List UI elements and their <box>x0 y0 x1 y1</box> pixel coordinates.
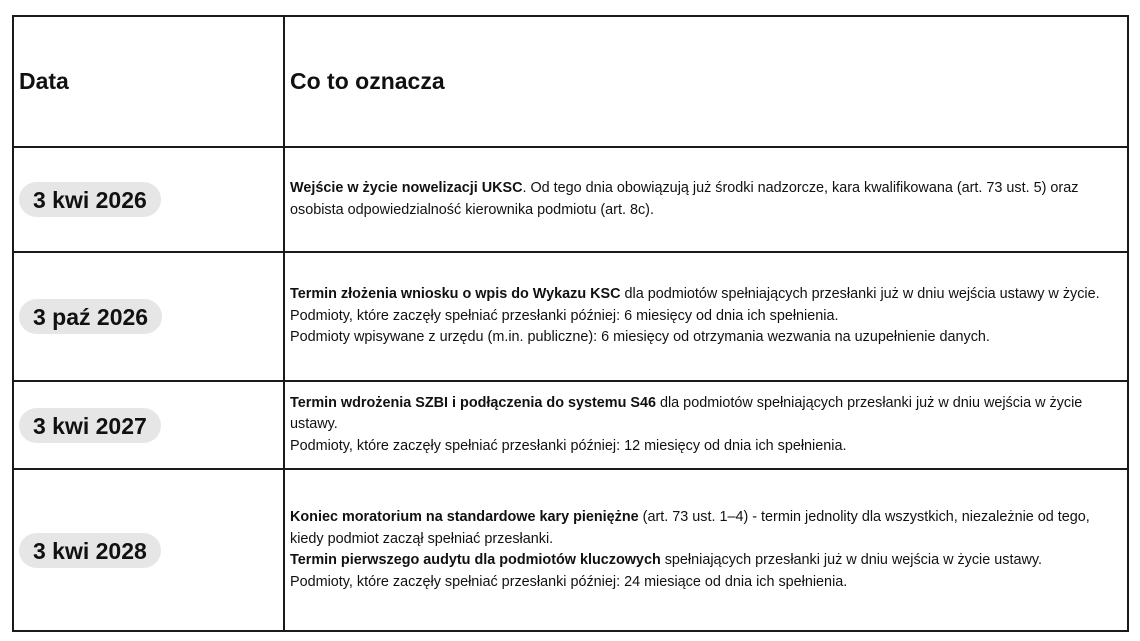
header-meaning <box>284 16 1128 147</box>
header-date-label: Data <box>19 68 69 94</box>
description-line <box>290 306 1107 328</box>
description-line <box>290 393 1107 436</box>
description-text: spełniających przesłanki już w dniu wejścia w życie ustawy. <box>660 552 1042 568</box>
description-cell <box>284 147 1128 252</box>
date-cell <box>13 147 284 252</box>
date-pill: 3 kwi 2028 <box>19 533 161 568</box>
description-text: Podmioty, które zaczęły spełniać przesłanki później: 6 miesięcy od dnia ich spełnienia. <box>290 307 839 324</box>
table-row <box>13 147 1128 252</box>
description-bold: Termin złożenia wniosku o wpis do Wykazu KSC <box>290 286 621 303</box>
description-text: dla podmiotów spełniających przesłanki już w dniu wejścia ustawy w życie. <box>620 286 1100 303</box>
date-cell <box>13 252 284 381</box>
table-row <box>13 381 1128 469</box>
description-line <box>290 327 1107 349</box>
description-line <box>290 550 1107 572</box>
description-cell <box>284 469 1128 631</box>
table-row <box>13 252 1128 381</box>
description-line <box>290 436 1107 458</box>
description-line <box>290 507 1107 550</box>
description-bold: Koniec moratorium na standardowe kary pieniężne <box>290 509 639 525</box>
description-text: Podmioty, które zaczęły spełniać przesłanki później: 24 miesiące od dnia ich spełnienia. <box>290 573 848 590</box>
table-row <box>13 469 1128 631</box>
description-text: . Od tego dnia obowiązują już środki nadzorcze, kara kwalifikowana (art. 73 ust. 5) oraz osobista odpowiedzialność kierownika podmiotu (art. 8c). <box>290 180 1079 218</box>
header-row <box>13 16 1128 147</box>
description-text: dla podmiotów spełniających przesłanki już w dniu wejścia w życie ustawy. <box>290 394 1083 433</box>
header-date <box>13 16 284 147</box>
deadlines-table <box>12 15 1129 632</box>
description-bold: Termin wdrożenia SZBI i podłączenia do systemu S46 <box>290 394 656 411</box>
description-text: Podmioty, które zaczęły spełniać przesłanki później: 12 miesięcy od dnia ich spełnienia. <box>290 437 847 454</box>
description-line <box>290 178 1107 221</box>
header-meaning-label: Co to oznacza <box>290 68 445 94</box>
date-pill: 3 kwi 2027 <box>19 408 161 443</box>
description-text: Podmioty wpisywane z urzędu (m.in. publiczne): 6 miesięcy od otrzymania wezwania na uzupełnienie danych. <box>290 329 990 346</box>
date-pill: 3 paź 2026 <box>19 299 162 334</box>
date-cell <box>13 469 284 631</box>
date-pill: 3 kwi 2026 <box>19 182 161 217</box>
description-bold: Wejście w życie nowelizacji UKSC <box>290 180 523 196</box>
date-cell <box>13 381 284 469</box>
description-cell <box>284 381 1128 469</box>
description-bold: Termin pierwszego audytu dla podmiotów kluczowych <box>290 552 661 568</box>
description-text: (art. 73 ust. 1–4) - termin jednolity dla wszystkich, niezależnie od tego, kiedy podmiot zaczął spełniać przesłanki. <box>290 509 1090 547</box>
description-line <box>290 572 1107 594</box>
description-cell <box>284 252 1128 381</box>
description-line <box>290 284 1107 306</box>
